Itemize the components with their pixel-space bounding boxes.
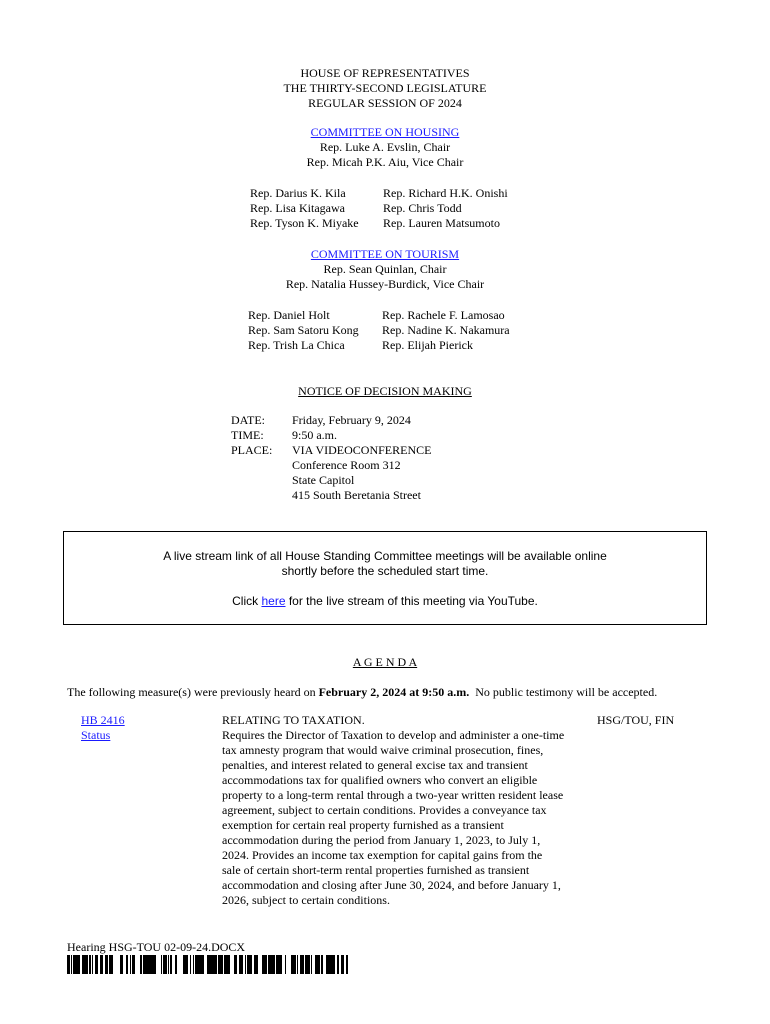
livestream-line-2: shortly before the scheduled start time. xyxy=(281,564,489,578)
agenda-item-links xyxy=(81,713,181,743)
member-name: Rep. Rachele F. Lamosao xyxy=(382,308,505,322)
housing-vice-chair: Rep. Micah P.K. Aiu, Vice Chair xyxy=(306,155,464,169)
member-name: Rep. Darius K. Kila xyxy=(250,186,346,200)
livestream-click-line: Click here for the live stream of this meeting via YouTube. xyxy=(232,594,538,608)
committee-housing-link[interactable]: COMMITTEE ON HOUSING xyxy=(310,125,460,139)
member-name: Rep. Sam Satoru Kong xyxy=(248,323,359,337)
description-line: accommodation and closing after June 30, 2024, and before January 1, xyxy=(222,878,561,892)
date-label: DATE: xyxy=(231,413,265,427)
place-line: State Capitol xyxy=(292,473,355,487)
tourism-members-left xyxy=(248,308,380,353)
committee-housing-block xyxy=(0,125,770,170)
livestream-here-link[interactable]: here xyxy=(261,594,286,608)
notice-labels xyxy=(231,413,289,458)
date-value: Friday, February 9, 2024 xyxy=(292,413,411,427)
housing-members-right xyxy=(383,186,583,231)
description-line: sale of certain short-term rental properties furnished as transient xyxy=(222,863,530,877)
place-label: PLACE: xyxy=(231,443,273,457)
header-legislature: THE THIRTY-SECOND LEGISLATURE xyxy=(283,81,487,95)
member-name: Rep. Elijah Pierick xyxy=(382,338,473,352)
member-name: Rep. Lauren Matsumoto xyxy=(383,216,500,230)
description-line: accommodation during the period from January 1, 2023, to July 1, xyxy=(222,833,541,847)
bill-link[interactable]: HB 2416 xyxy=(81,713,125,727)
description-line: penalties, and interest related to general excise tax and transient xyxy=(222,758,528,772)
member-name: Rep. Trish La Chica xyxy=(248,338,345,352)
time-label: TIME: xyxy=(231,428,264,442)
hearing-date: February 2, 2024 at 9:50 a.m. xyxy=(318,685,470,699)
livestream-notice-box xyxy=(63,531,707,625)
description-line: 2026, subject to certain conditions. xyxy=(222,893,390,907)
tourism-vice-chair: Rep. Natalia Hussey-Burdick, Vice Chair xyxy=(285,277,485,291)
member-name: Rep. Nadine K. Nakamura xyxy=(382,323,510,337)
housing-members-left xyxy=(250,186,380,231)
member-name: Rep. Richard H.K. Onishi xyxy=(383,186,508,200)
header-session: REGULAR SESSION OF 2024 xyxy=(308,96,462,110)
agenda-intro: The following measure(s) were previously heard on February 2, 2024 at 9:50 a.m. No public testimony will be accepted. xyxy=(67,685,658,699)
housing-chair: Rep. Luke A. Evslin, Chair xyxy=(319,140,451,154)
header-house: HOUSE OF REPRESENTATIVES xyxy=(300,66,470,80)
committee-tourism-block xyxy=(0,247,770,292)
member-name: Rep. Tyson K. Miyake xyxy=(250,216,359,230)
agenda-item-description xyxy=(222,713,592,908)
description-line: property to a long-term rental through a two-year written resident lease xyxy=(222,788,564,802)
tourism-chair: Rep. Sean Quinlan, Chair xyxy=(323,262,447,276)
agenda-title: A G E N D A xyxy=(352,655,418,669)
place-line: VIA VIDEOCONFERENCE xyxy=(292,443,432,457)
description-line: exemption for certain real property furnished as a transient xyxy=(222,818,504,832)
legislature-header xyxy=(0,66,770,111)
description-line: Requires the Director of Taxation to develop and administer a one-time xyxy=(222,728,565,742)
member-name: Rep. Lisa Kitagawa xyxy=(250,201,345,215)
place-line: Conference Room 312 xyxy=(292,458,401,472)
bill-referral: HSG/TOU, FIN xyxy=(597,713,675,727)
notice-title: NOTICE OF DECISION MAKING xyxy=(298,384,472,398)
livestream-line-1: A live stream link of all House Standing Committee meetings will be available online xyxy=(163,549,607,563)
document-filename: Hearing HSG-TOU 02-09-24.DOCX xyxy=(67,940,246,954)
description-line: tax amnesty program that would waive criminal prosecution, fines, xyxy=(222,743,544,757)
time-value: 9:50 a.m. xyxy=(292,428,337,442)
description-line: agreement, subject to certain conditions. Provides a conveyance tax xyxy=(222,803,547,817)
barcode-image xyxy=(67,955,349,974)
bill-status-link[interactable]: Status xyxy=(81,728,111,742)
tourism-members-right xyxy=(382,308,582,353)
member-name: Rep. Daniel Holt xyxy=(248,308,330,322)
member-name: Rep. Chris Todd xyxy=(383,201,462,215)
committee-tourism-link[interactable]: COMMITTEE ON TOURISM xyxy=(310,247,460,261)
bill-title: RELATING TO TAXATION. xyxy=(222,713,365,727)
description-line: 2024. Provides an income tax exemption for capital gains from the xyxy=(222,848,543,862)
description-line: accommodations tax for qualified owners who convert an eligible xyxy=(222,773,538,787)
notice-values xyxy=(292,413,532,503)
place-line: 415 South Beretania Street xyxy=(292,488,421,502)
